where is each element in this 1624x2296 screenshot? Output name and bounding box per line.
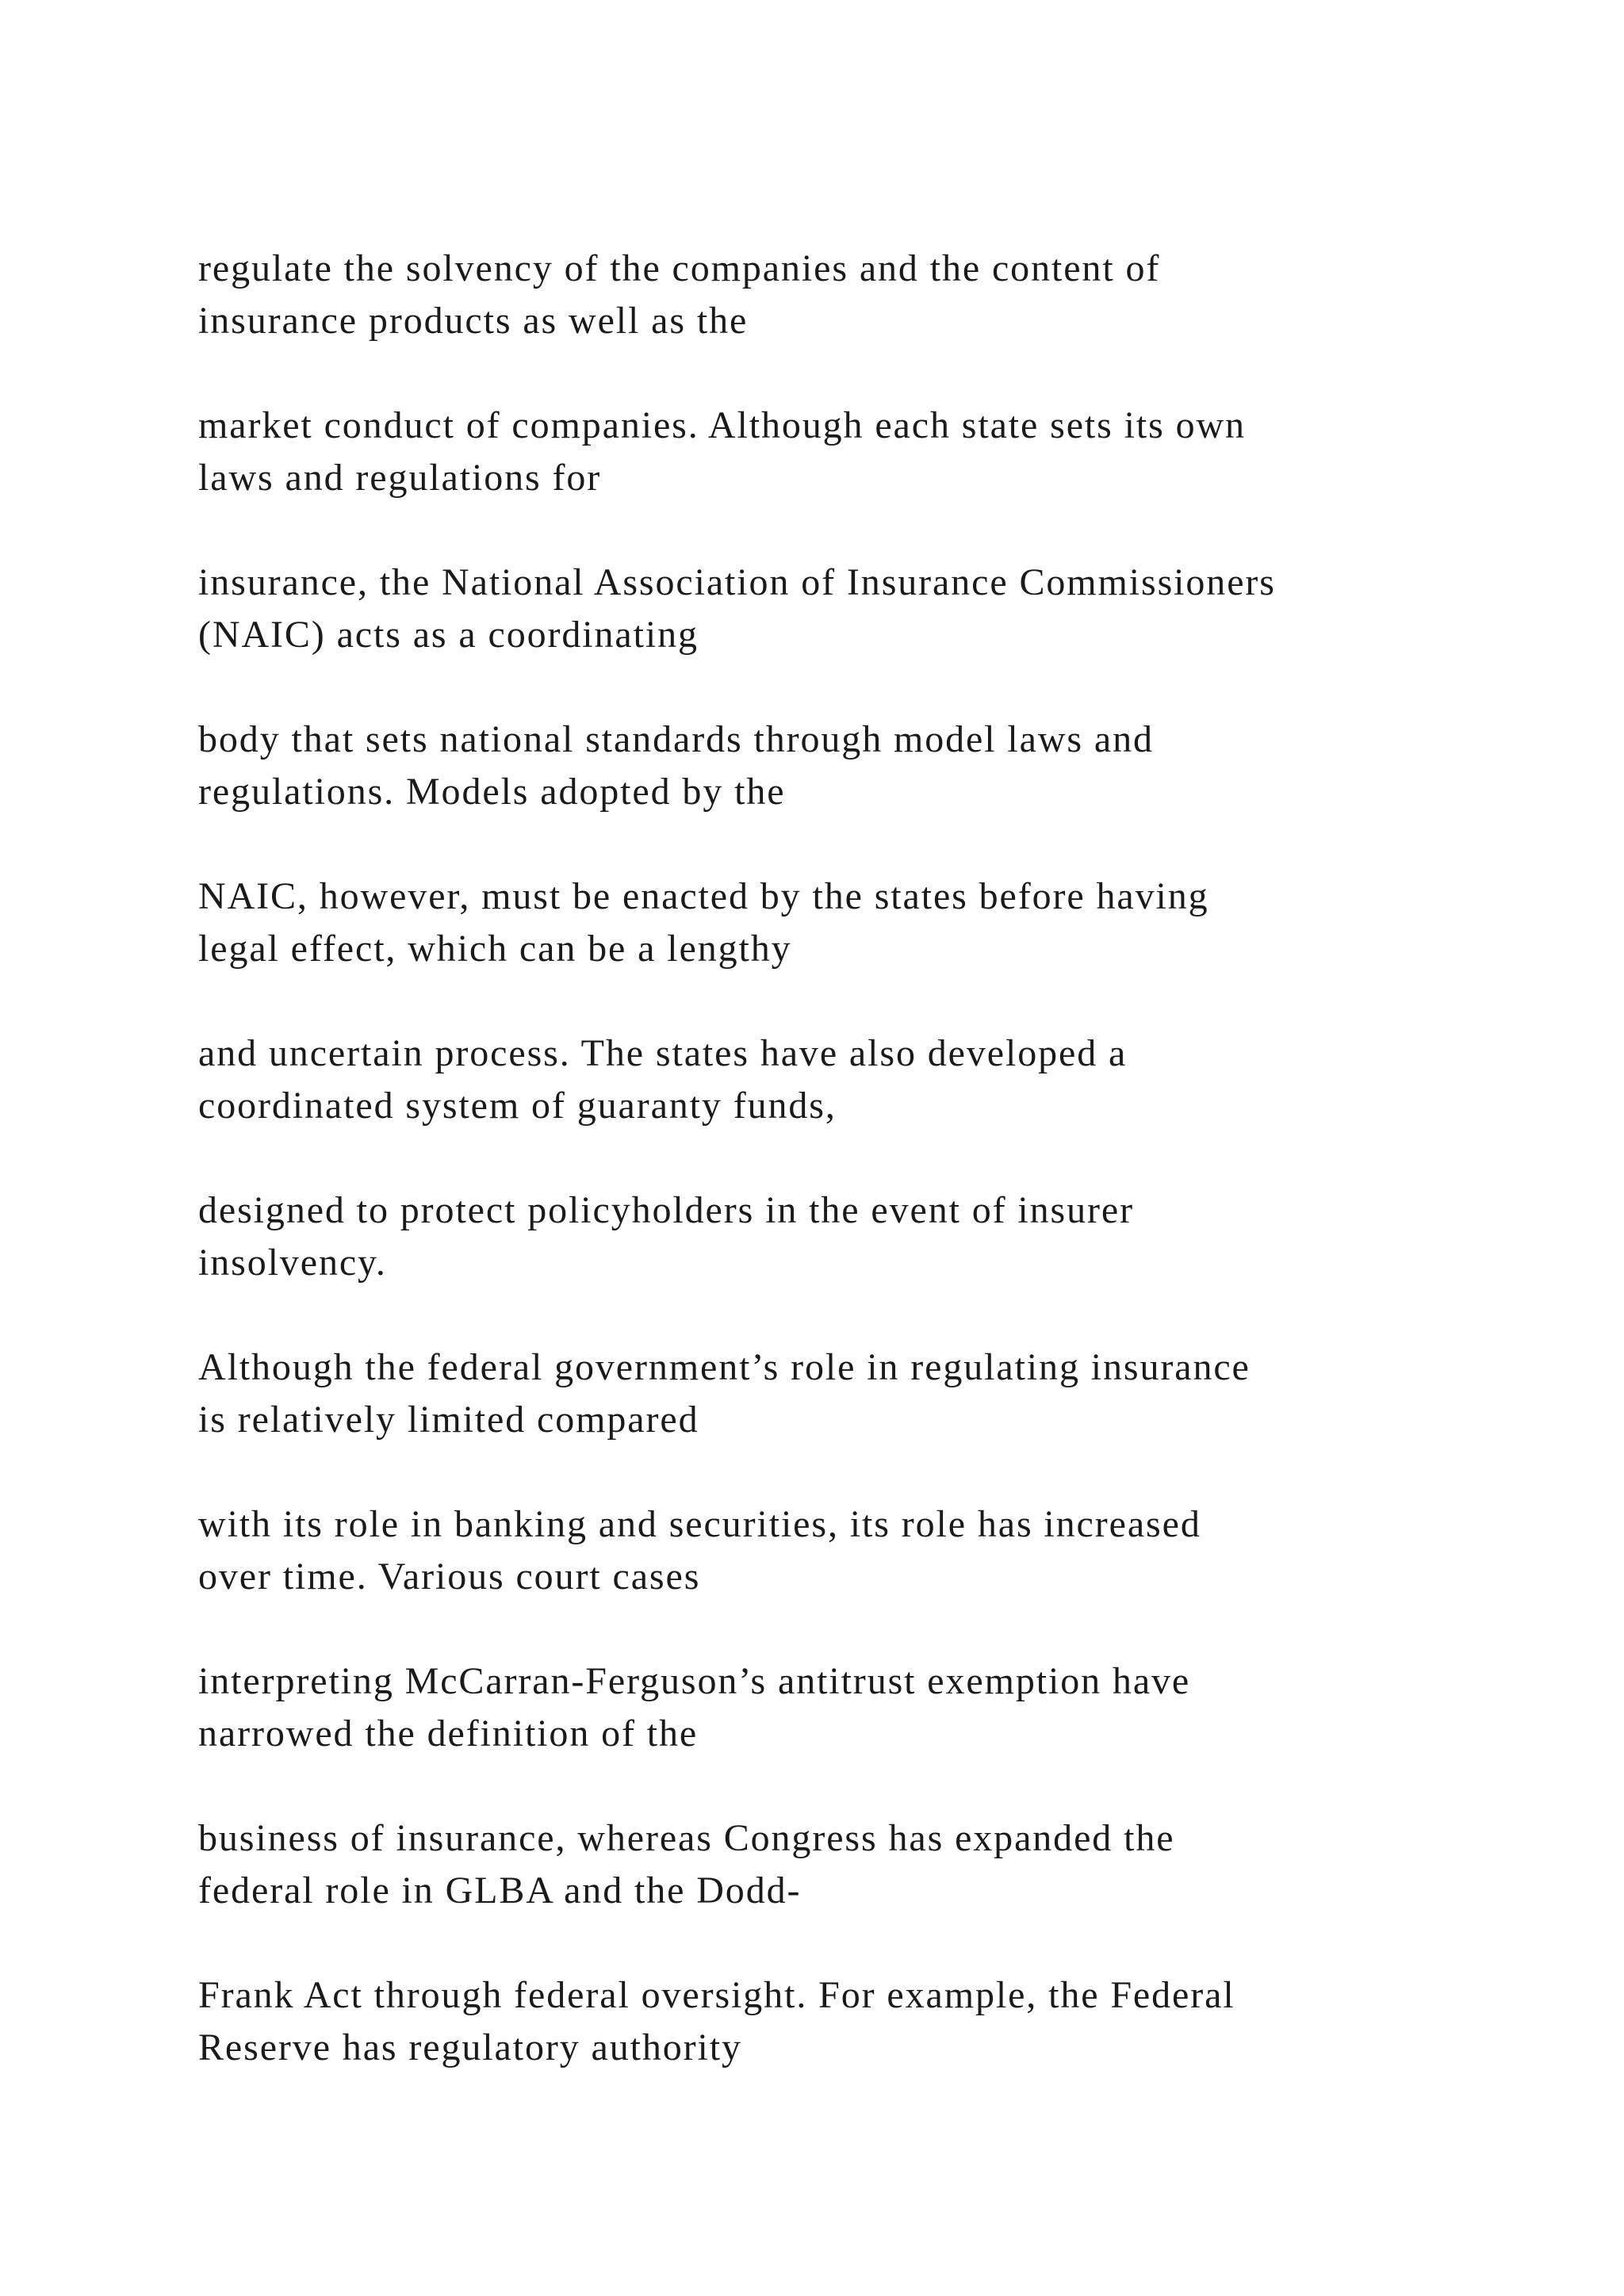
text-line: coordinated system of guaranty funds,	[198, 1085, 837, 1127]
paragraph	[198, 1027, 1499, 1132]
paragraph	[198, 557, 1499, 661]
text-line: market conduct of companies. Although each state sets its own	[198, 404, 1246, 446]
text-line: over time. Various court cases	[198, 1556, 701, 1598]
text-line: business of insurance, whereas Congress has expanded the	[198, 1817, 1175, 1859]
text-line: insurance, the National Association of Insurance Commissioners	[198, 561, 1276, 603]
text-line: narrowed the definition of the	[198, 1712, 699, 1755]
text-line: federal role in GLBA and the Dodd-	[198, 1869, 802, 1911]
paragraph	[198, 1969, 1499, 2074]
paragraph	[198, 1812, 1499, 1917]
paragraph	[198, 243, 1499, 347]
text-line: body that sets national standards through model laws and	[198, 718, 1154, 760]
paragraph	[198, 1184, 1499, 1289]
text-line: (NAIC) acts as a coordinating	[198, 614, 699, 656]
text-line: Frank Act through federal oversight. For example, the Federal	[198, 1974, 1235, 2016]
text-line: interpreting McCarran-Ferguson’s antitrust exemption have	[198, 1660, 1191, 1702]
paragraph	[198, 714, 1499, 818]
text-line: regulate the solvency of the companies and the content of	[198, 247, 1161, 289]
text-line: regulations. Models adopted by the	[198, 771, 786, 813]
paragraph	[198, 1498, 1499, 1603]
text-line: designed to protect policyholders in the event of insurer	[198, 1189, 1135, 1231]
text-line: legal effect, which can be a lengthy	[198, 928, 792, 970]
paragraph	[198, 400, 1499, 504]
paragraph	[198, 1655, 1499, 1760]
text-line: laws and regulations for	[198, 457, 602, 499]
paragraph	[198, 871, 1499, 975]
text-line: and uncertain process. The states have also developed a	[198, 1032, 1128, 1074]
text-line: Reserve has regulatory authority	[198, 2026, 742, 2068]
paragraph	[198, 1341, 1499, 1446]
text-line: is relatively limited compared	[198, 1399, 699, 1441]
document-body	[198, 243, 1499, 2126]
text-line: with its role in banking and securities, its role has increased	[198, 1503, 1201, 1545]
text-line: Although the federal government’s role in regulating insurance	[198, 1346, 1251, 1388]
text-line: NAIC, however, must be enacted by the states before having	[198, 875, 1209, 917]
text-line: insolvency.	[198, 1242, 387, 1284]
text-line: insurance products as well as the	[198, 300, 749, 342]
